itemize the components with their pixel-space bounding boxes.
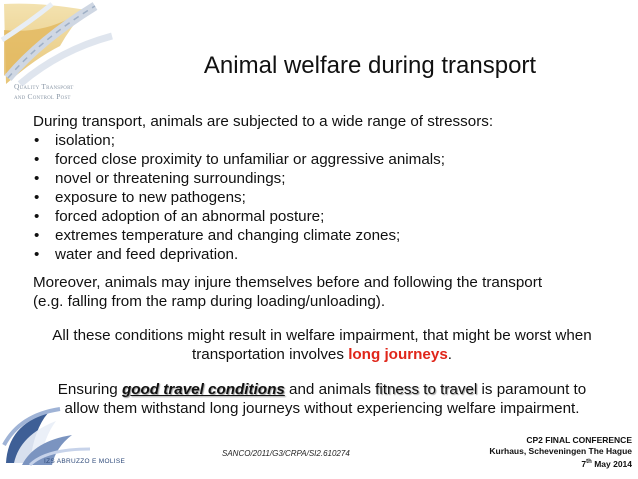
- logo-caption: [14, 82, 114, 102]
- conference-date-day: 7: [581, 458, 587, 469]
- conditions-paragraph: [25, 380, 619, 418]
- list-item: • novel or threatening surroundings;: [33, 169, 613, 188]
- list-item: • exposure to new pathogens;: [33, 188, 613, 207]
- injury-line-2: (e.g. falling from the ramp during loading/unloading).: [33, 293, 386, 310]
- welfare-paragraph: [25, 326, 619, 364]
- izs-logo-label: IZS ABRUZZO E MOLISE: [44, 458, 126, 465]
- conference-name: CP2 FINAL CONFERENCE: [526, 435, 632, 445]
- conditions-text-c: is paramount to: [477, 381, 587, 398]
- conditions-text-b: and animals: [284, 381, 376, 398]
- conference-date: [392, 457, 632, 470]
- logo-caption-line1: Quality Transport: [14, 82, 74, 91]
- welfare-line-2a: transportation involves: [192, 346, 349, 363]
- fitness-to-travel-emphasis: fitness to travel: [375, 381, 478, 398]
- slide-title: Animal welfare during transport: [203, 52, 537, 79]
- injury-paragraph: [33, 273, 613, 311]
- project-reference: SANCO/2011/G3/CRPA/SI2.610274: [222, 449, 350, 458]
- welfare-line-1: All these conditions might result in welfare impairment, that might be worst when: [52, 327, 592, 344]
- list-item: • forced close proximity to unfamiliar or aggressive animals;: [33, 150, 613, 169]
- conditions-line-2: allow them withstand long journeys without experiencing welfare impairment.: [64, 400, 580, 417]
- list-item: • water and feed deprivation.: [33, 245, 613, 264]
- list-item: • isolation;: [33, 131, 613, 150]
- quality-transport-logo: [0, 0, 118, 112]
- conference-date-suffix: th: [586, 459, 592, 465]
- injury-line-1: Moreover, animals may injure themselves before and following the transport: [33, 274, 543, 291]
- intro-text: During transport, animals are subjected to a wide range of stressors:: [33, 113, 494, 130]
- road-emblem-icon: [0, 0, 118, 86]
- logo-caption-line2: and Control Post: [14, 92, 71, 101]
- conference-venue: Kurhaus, Scheveningen The Hague: [489, 446, 632, 456]
- list-item: • extremes temperature and changing climate zones;: [33, 226, 613, 245]
- conference-date-rest: May 2014: [591, 458, 632, 469]
- long-journeys-highlight: long journeys: [348, 346, 448, 363]
- stressors-section: [33, 112, 613, 264]
- stressor-list: [33, 131, 613, 264]
- good-travel-conditions-emphasis: good travel conditions: [121, 381, 285, 398]
- welfare-line-2b: .: [447, 346, 452, 363]
- conditions-text-a: Ensuring: [57, 381, 122, 398]
- list-item: • forced adoption of an abnormal posture;: [33, 207, 613, 226]
- conference-info: [392, 435, 632, 470]
- izs-logo: [0, 405, 126, 479]
